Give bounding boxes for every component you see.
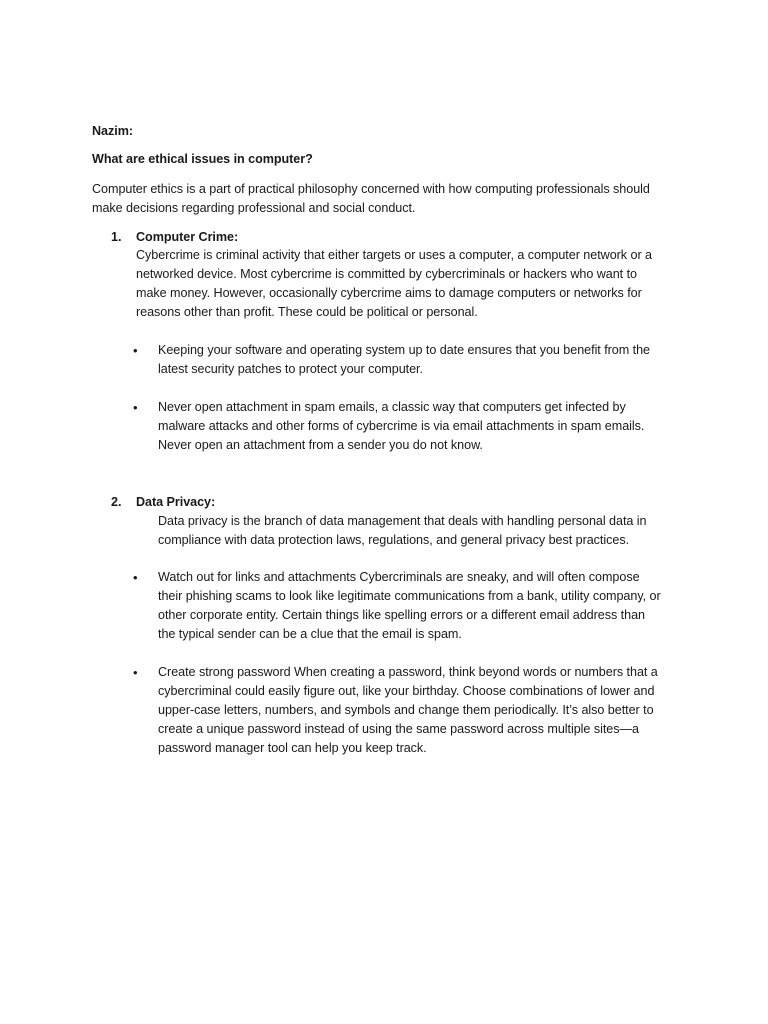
bullet-line: Never open attachment in spam emails, a classic way that computers get infected by xyxy=(158,400,626,414)
bullet-line: Keeping your software and operating system up to date ensures that you benefit from the xyxy=(158,343,651,357)
bullet-item xyxy=(158,398,644,455)
intro-paragraph xyxy=(92,180,692,218)
bullet-marker: • xyxy=(133,343,138,358)
body-line: Cybercrime is criminal activity that either targets or uses a computer, a computer network or a xyxy=(136,248,652,262)
bullet-line: create a unique password instead of using the same password across multiple sites—a xyxy=(158,722,639,736)
section-number: 2. xyxy=(111,495,122,509)
body-line: Data privacy is the branch of data management that deals with handling personal data in xyxy=(158,514,647,528)
bullet-marker: • xyxy=(133,400,138,415)
section-body xyxy=(136,246,652,322)
question-heading: What are ethical issues in computer? xyxy=(92,152,313,166)
bullet-line: malware attacks and other forms of cybercrime is via email attachments in spam emails. xyxy=(158,419,645,433)
body-line: make money. However, occasionally cybercrime aims to damage computers or networks for xyxy=(136,286,642,300)
bullet-item xyxy=(158,568,661,644)
bullet-item xyxy=(158,663,658,758)
bullet-line: password manager tool can help you keep track. xyxy=(158,741,427,755)
bullet-line: Create strong password When creating a password, think beyond words or numbers that a xyxy=(158,665,658,679)
section-body xyxy=(158,512,647,550)
section-number: 1. xyxy=(111,230,122,244)
intro-line: make decisions regarding professional and social conduct. xyxy=(92,201,416,215)
bullet-marker: • xyxy=(133,570,138,585)
bullet-line: the typical sender can be a clue that the email is spam. xyxy=(158,627,462,641)
intro-line: Computer ethics is a part of practical philosophy concerned with how computing professionals should xyxy=(92,182,650,196)
bullet-line: upper-case letters, numbers, and symbols and change them periodically. It’s also better to xyxy=(158,703,654,717)
bullet-line: cybercriminal could easily figure out, like your birthday. Choose combinations of lower and xyxy=(158,684,655,698)
body-line: compliance with data protection laws, regulations, and general privacy best practices. xyxy=(158,533,630,547)
section-title: Data Privacy: xyxy=(136,495,216,509)
bullet-marker: • xyxy=(133,665,138,680)
body-line: networked device. Most cybercrime is committed by cybercriminals or hackers who want to xyxy=(136,267,637,281)
author-name: Nazim: xyxy=(92,124,133,138)
bullet-item xyxy=(158,341,650,379)
bullet-line: latest security patches to protect your computer. xyxy=(158,362,423,376)
body-line: reasons other than profit. These could be political or personal. xyxy=(136,305,478,319)
bullet-line: Never open an attachment from a sender you do not know. xyxy=(158,438,483,452)
bullet-line: other corporate entity. Certain things like spelling errors or a different email address than xyxy=(158,608,645,622)
section-title: Computer Crime: xyxy=(136,230,239,244)
bullet-line: Watch out for links and attachments Cybercriminals are sneaky, and will often compose xyxy=(158,570,640,584)
bullet-line: their phishing scams to look like legitimate communications from a bank, utility company, or xyxy=(158,589,661,603)
